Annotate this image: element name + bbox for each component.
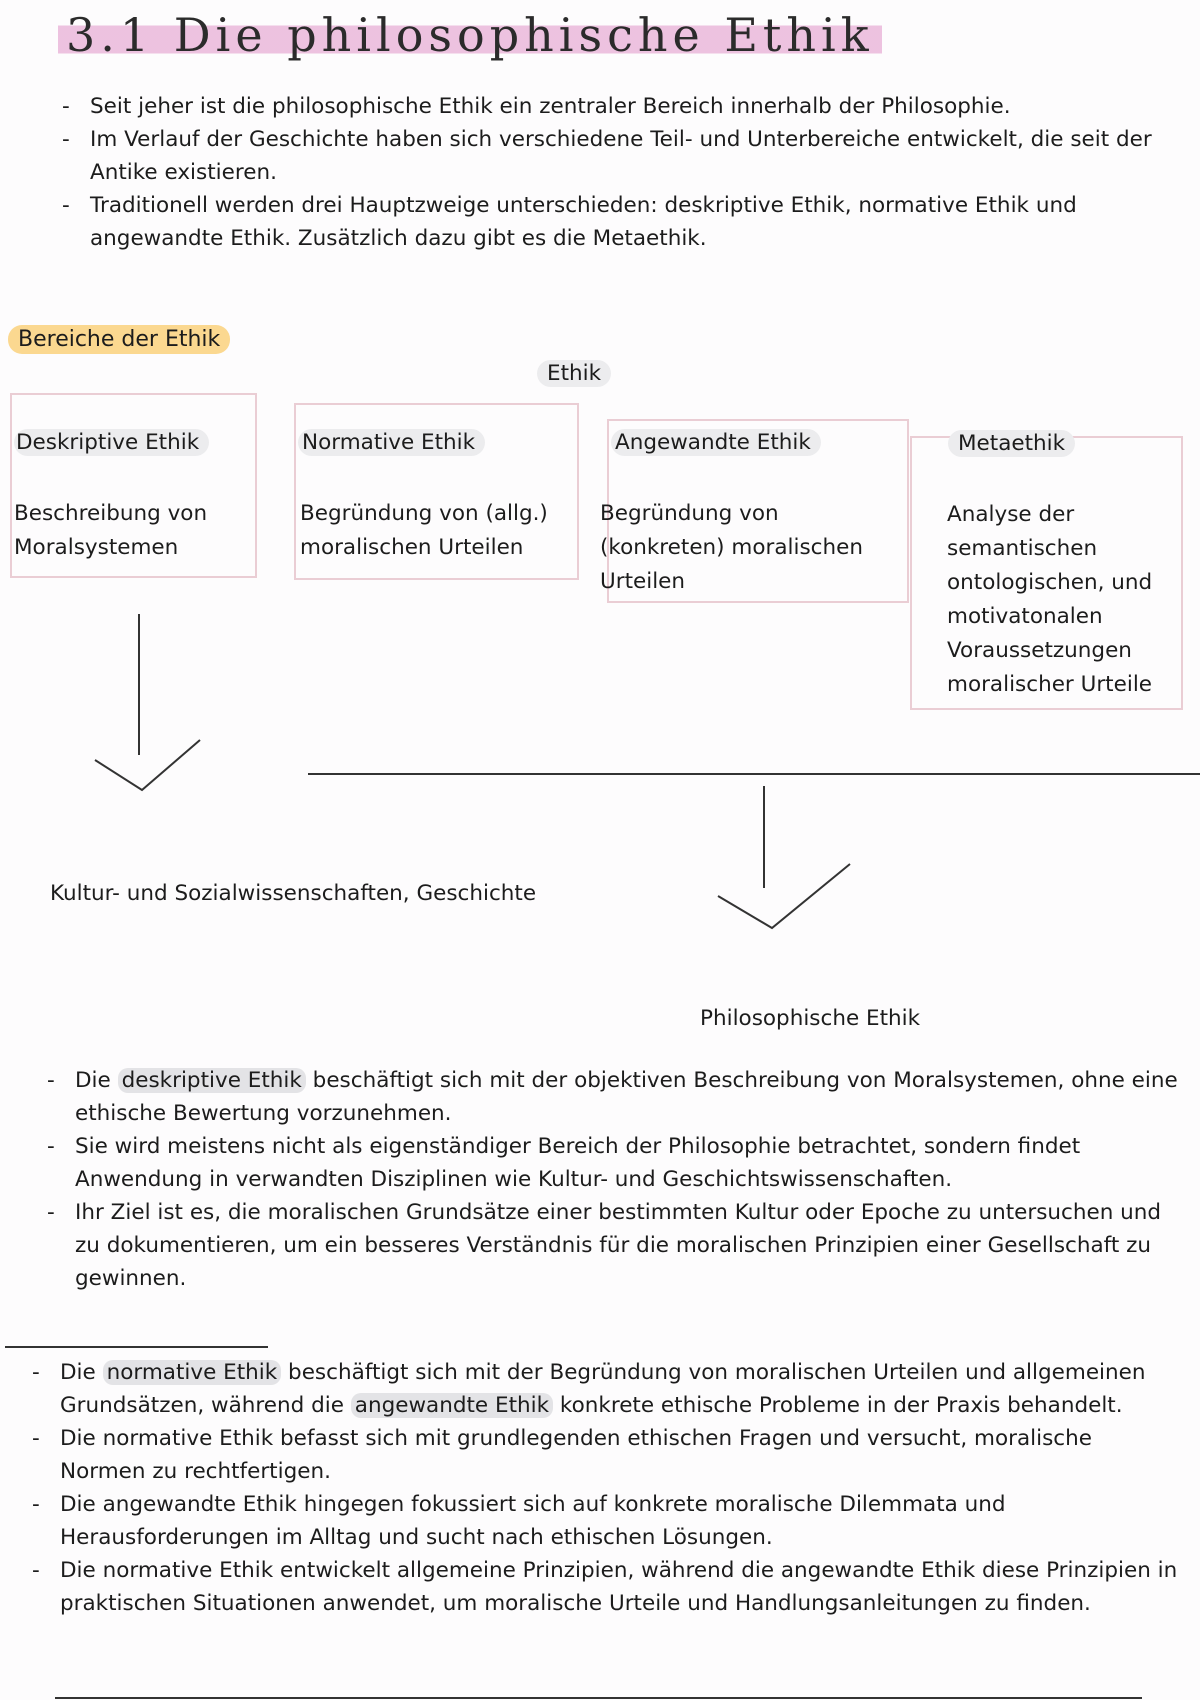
area-description: Begründung von (konkreten) moralischen Urteilen — [600, 501, 863, 594]
highlight-term: angewandte Ethik — [351, 1393, 553, 1418]
page-title: 3.1 Die philosophische Ethik — [58, 8, 882, 62]
area-title: Deskriptive Ethik — [14, 429, 209, 456]
normative-notes — [30, 1356, 1180, 1620]
list-item: - Im Verlauf der Geschichte haben sich verschiedene Teil- und Unterbereiche entwickelt, die seit der Antike existieren. — [60, 123, 1180, 189]
arrow-head-right — [718, 864, 850, 928]
highlight-term: deskriptive Ethik — [118, 1068, 306, 1093]
list-item: - Die angewandte Ethik hingegen fokussiert sich auf konkrete moralische Dilemmata und Herausforderungen im Alltag und sucht nach ethischen Lösungen. — [30, 1488, 1180, 1554]
descriptive-notes — [45, 1064, 1180, 1295]
left-target-label: Kultur- und Sozialwissenschaften, Geschichte — [50, 881, 537, 906]
area-description: Begründung von (allg.) moralischen Urteilen — [300, 501, 548, 560]
list-item: - Die normative Ethik beschäftigt sich mit der Begründung von moralischen Urteilen und allgemeinen Grundsätzen, während die angewandte Ethik konkrete ethische Probleme in der Praxis behandelt. — [30, 1356, 1180, 1422]
list-item: - Traditionell werden drei Hauptzweige unterschieden: deskriptive Ethik, normative Ethik und angewandte Ethik. Zusätzlich dazu gibt es die Metaethik. — [60, 189, 1180, 255]
area-title: Normative Ethik — [298, 429, 485, 456]
highlight-term: normative Ethik — [103, 1360, 282, 1385]
list-item: - Sie wird meistens nicht als eigenständiger Bereich der Philosophie betrachtet, sondern findet Anwendung in verwandten Disziplinen wie Kultur- und Geschichtswissenschaften. — [45, 1130, 1180, 1196]
list-item: - Ihr Ziel ist es, die moralischen Grundsätze einer bestimmten Kultur oder Epoche zu untersuchen und zu dokumentieren, um ein besseres Verständnis für die moralischen Prinzipien einer Gesellschaft zu gewinnen. — [45, 1196, 1180, 1295]
right-target-label: Philosophische Ethik — [700, 1006, 921, 1031]
list-item: - Die deskriptive Ethik beschäftigt sich mit der objektiven Beschreibung von Moralsystemen, ohne eine ethische Bewertung vorzunehmen. — [45, 1064, 1180, 1130]
diagram-root: Ethik — [537, 360, 611, 387]
list-item: - Die normative Ethik entwickelt allgemeine Prinzipien, während die angewandte Ethik diese Prinzipien in praktischen Situationen anwendet, um moralische Urteile und Handlungsanleitungen zu finden. — [30, 1554, 1180, 1620]
area-title: Angewandte Ethik — [611, 429, 821, 456]
area-description: Beschreibung von Moralsystemen — [14, 501, 208, 560]
area-title: Metaethik — [948, 430, 1075, 457]
section-label: Bereiche der Ethik — [8, 325, 230, 354]
area-description: Analyse der semantischen ontologischen, und motivatonalen Voraussetzungen moralischer Urteile — [947, 502, 1153, 697]
list-item: - Seit jeher ist die philosophische Ethik ein zentraler Bereich innerhalb der Philosophie. — [60, 90, 1180, 123]
arrow-head-left — [95, 740, 200, 790]
list-item: - Die normative Ethik befasst sich mit grundlegenden ethischen Fragen und versucht, moralische Normen zu rechtfertigen. — [30, 1422, 1180, 1488]
